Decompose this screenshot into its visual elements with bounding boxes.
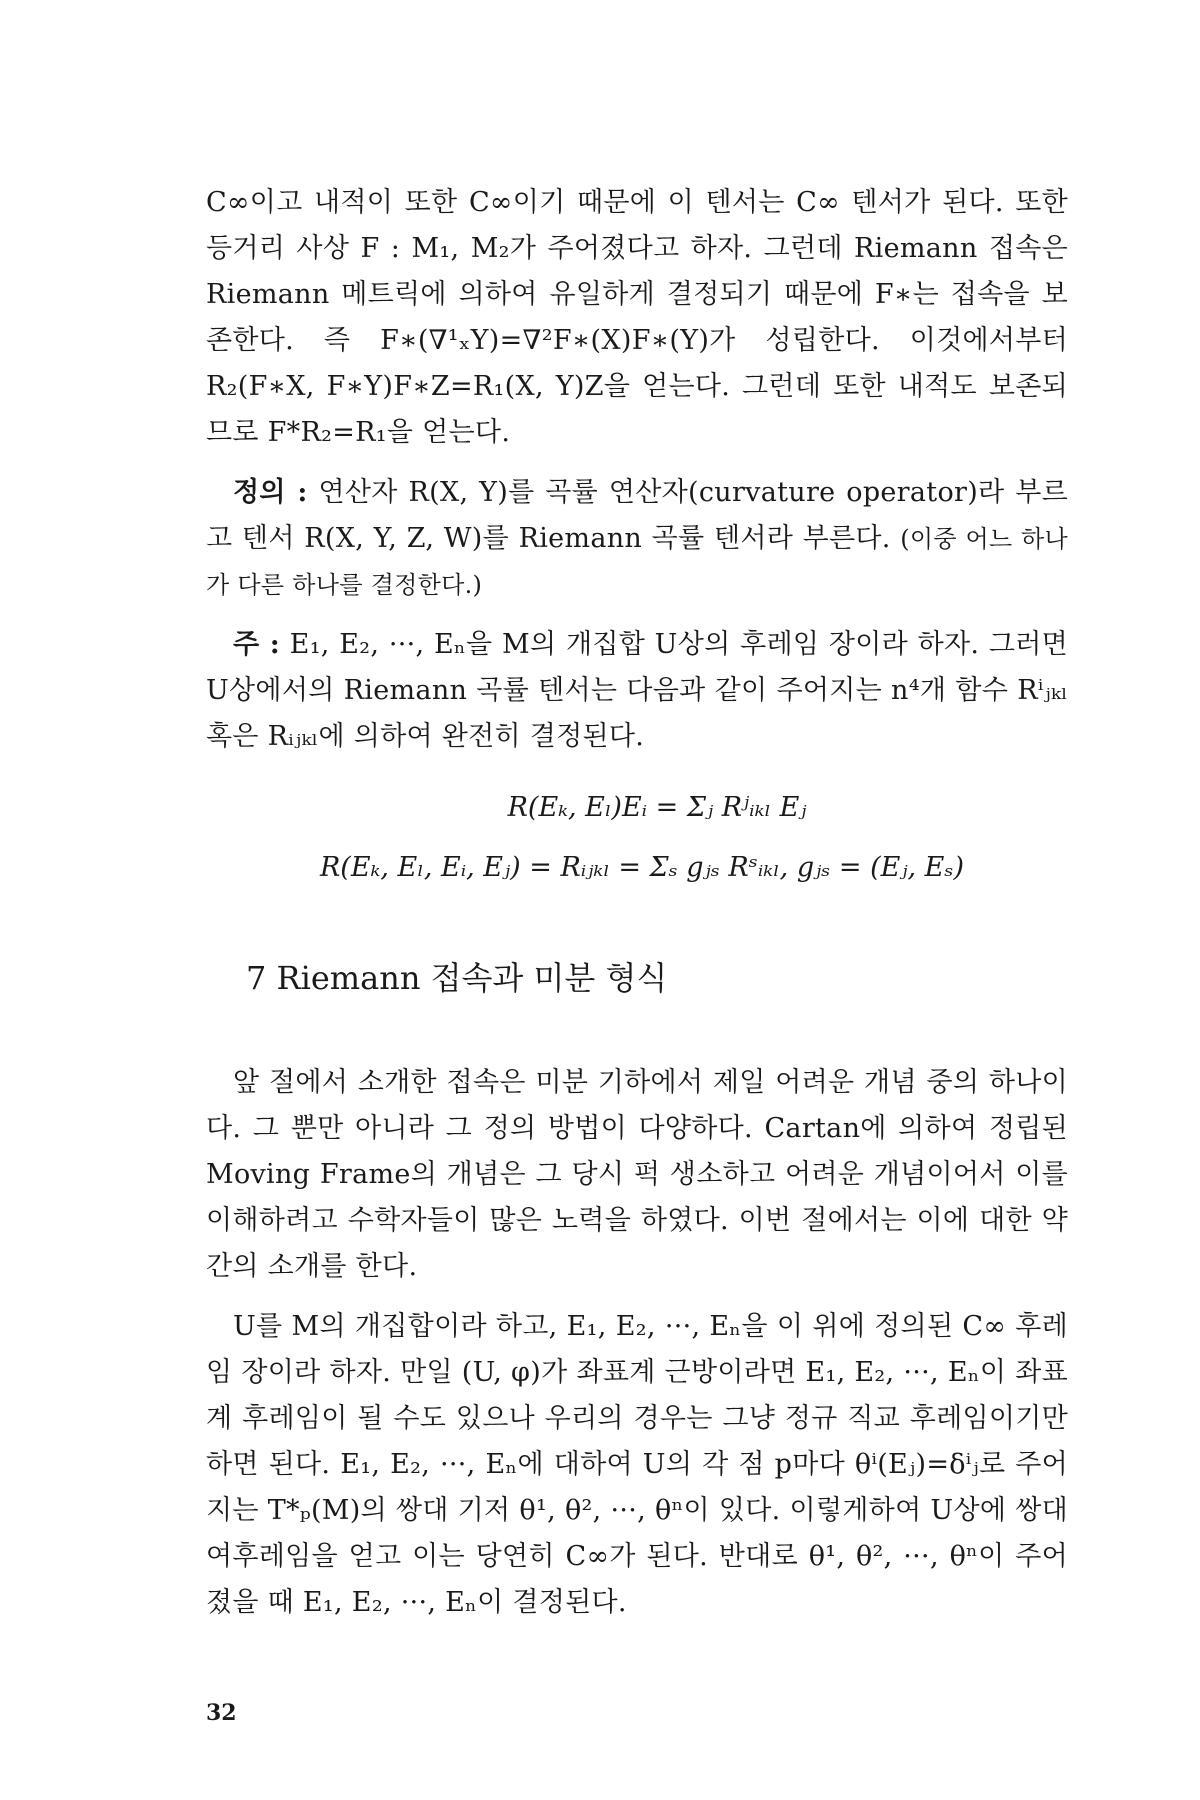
equation-curvature-tensor: R(Eₖ, Eₗ, Eᵢ, Eⱼ) = Rᵢⱼₖₗ = Σₛ gⱼₛ Rˢᵢₖₗ, gⱼₛ = (Eⱼ, Eₛ) — [319, 852, 965, 883]
note-paragraph — [206, 622, 1068, 760]
equation-block — [206, 778, 1068, 898]
definition-paragraph — [206, 470, 1068, 608]
page-number: 32 — [206, 1700, 237, 1726]
definition-note: (이중 어느 하나가 다른 하나를 결정한다.) — [206, 525, 1068, 599]
page-content — [206, 180, 1068, 1740]
section-title: 7 Riemann 접속과 미분 형식 — [246, 959, 668, 997]
definition-text: 연산자 R(X, Y)를 곡률 연산자(curvature operator)라 부르고 텐서 R(X, Y, Z, W)를 Riemann 곡률 텐서라 부른다. — [206, 477, 1068, 554]
definition-label: 정의 : — [233, 477, 308, 508]
equation-curvature-operator: R(Eₖ, Eₗ)Eᵢ = Σⱼ Rʲᵢₖₗ Eⱼ — [507, 792, 807, 823]
paragraph-intro: 앞 절에서 소개한 접속은 미분 기하에서 제일 어려운 개념 중의 하나이다. 그 뿐만 아니라 그 정의 방법이 다양하다. Cartan에 의하여 정립된 Moving Frame의 개념은 그 당시 퍽 생소하고 어려운 개념이어서 이를 이해하려고 수학자들이 많은 노력을 하였다. 이번 절에서는 이에 대한 약간의 소개를 한다. — [206, 1067, 1068, 1282]
paragraph-frame: U를 M의 개집합이라 하고, E₁, E₂, ···, Eₙ을 이 위에 정의된 C∞ 후레임 장이라 하자. 만일 (U, φ)가 좌표계 근방이라면 E₁, E₂, ···, Eₙ이 좌표계 후레임이 될 수도 있으나 우리의 경우는 그냥 정규 직교 후레임이기만 하면 된다. E₁, E₂, ···, Eₙ에 대하여 U의 각 점 p마다 θⁱ(Eⱼ)=δⁱⱼ로 주어지는 T*ₚ(M)의 쌍대 기저 θ¹, θ², ···, θⁿ이 있다. 이렇게하여 U상에 쌍대 여후레임을 얻고 이는 당연히 C∞가 된다. 반대로 θ¹, θ², ···, θⁿ이 주어졌을 때 E₁, E₂, ···, Eₙ이 결정된다. — [206, 1311, 1068, 1618]
paragraph-isometry: C∞이고 내적이 또한 C∞이기 때문에 이 텐서는 C∞ 텐서가 된다. 또한 등거리 사상 F : M₁, M₂가 주어졌다고 하자. 그런데 Riemann 접속은 Riemann 메트릭에 의하여 유일하게 결정되기 때문에 F∗는 접속을 보존한다. 즉 F∗(∇¹ₓY)=∇²F∗(X)F∗(Y)가 성립한다. 이것에서부터 R₂(F∗X, F∗Y)F∗Z=R₁(X, Y)Z을 얻는다. 그런데 또한 내적도 보존되므로 F*R₂=R₁을 얻는다. — [206, 187, 1068, 448]
note-text: E₁, E₂, ···, Eₙ을 M의 개집합 U상의 후레임 장이라 하자. 그러면 U상에서의 Riemann 곡률 텐서는 다음과 같이 주어지는 n⁴개 함수 Rⁱⱼₖₗ 혹은 Rᵢⱼₖₗ에 의하여 완전히 결정된다. — [206, 629, 1068, 752]
note-label: 주 : — [233, 629, 281, 660]
